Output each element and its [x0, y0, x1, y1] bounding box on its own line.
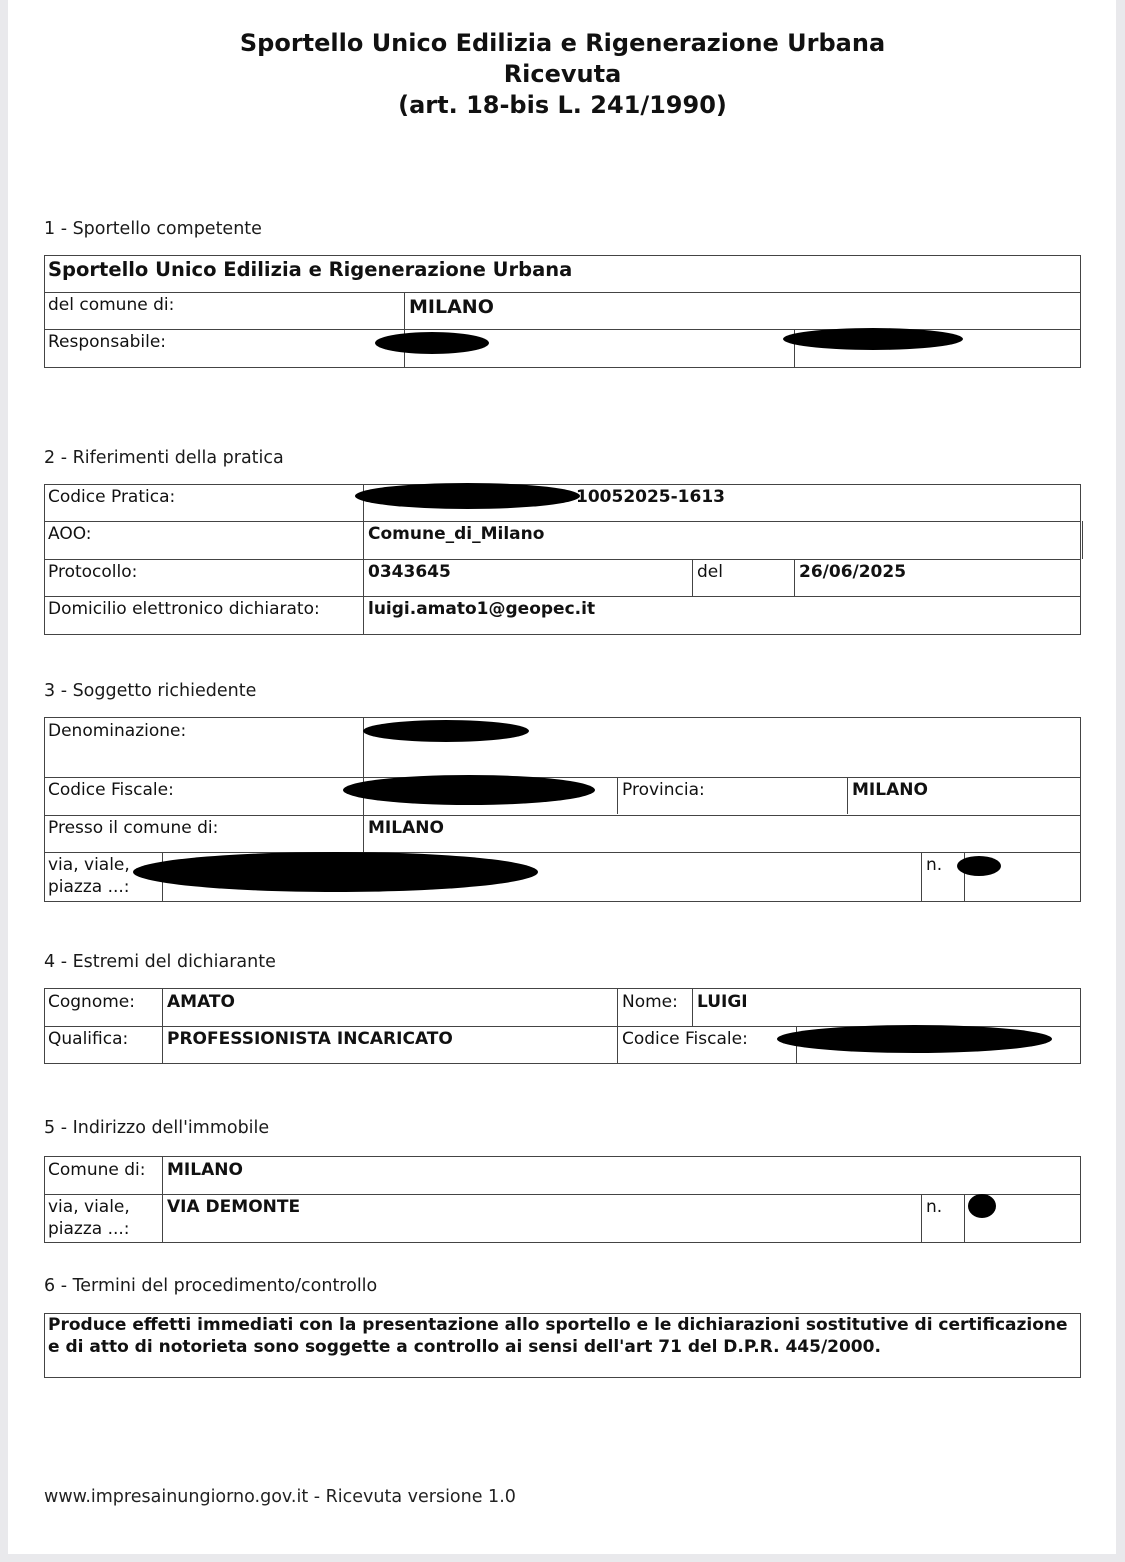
- comune-label: del comune di:: [48, 295, 175, 315]
- section-5-table: [44, 1156, 1081, 1243]
- aoo-label: AOO:: [48, 524, 92, 544]
- nome-value: LUIGI: [697, 992, 748, 1012]
- section-4-heading: 4 - Estremi del dichiarante: [44, 952, 276, 972]
- domicilio-label: Domicilio elettronico dichiarato:: [48, 599, 320, 619]
- redaction-mark: [133, 852, 538, 892]
- redaction-mark: [957, 856, 1001, 876]
- termini-text: Produce effetti immediati con la presentazione allo sportello e le dichiarazioni sostitutive di certificazione e di atto di notorieta sono soggette a controllo ai sensi dell'art 71 del D.P.R. 445/2000.: [48, 1315, 1068, 1357]
- immobile-comune-value: MILANO: [167, 1160, 243, 1180]
- provincia-value: MILANO: [852, 780, 928, 800]
- qualifica-label: Qualifica:: [48, 1029, 129, 1049]
- presso-label: Presso il comune di:: [48, 818, 219, 838]
- del-value: 26/06/2025: [799, 562, 907, 582]
- immobile-comune-label: Comune di:: [48, 1160, 146, 1180]
- redaction-mark: [363, 720, 529, 742]
- immobile-n-label: n.: [926, 1197, 943, 1217]
- via-label-2: piazza ...:: [48, 877, 130, 897]
- redaction-mark: [375, 332, 489, 354]
- presso-value: MILANO: [368, 818, 444, 838]
- cf-label: Codice Fiscale:: [48, 780, 174, 800]
- redaction-mark: [355, 483, 580, 509]
- section-2-table: [44, 484, 1081, 635]
- qualifica-value: PROFESSIONISTA INCARICATO: [167, 1029, 453, 1049]
- section-2-heading: 2 - Riferimenti della pratica: [44, 448, 284, 468]
- section-3-heading: 3 - Soggetto richiedente: [44, 681, 257, 701]
- footer-text: www.impresainungiorno.gov.it - Ricevuta versione 1.0: [44, 1487, 516, 1507]
- cognome-label: Cognome:: [48, 992, 135, 1012]
- protocollo-label: Protocollo:: [48, 562, 138, 582]
- cognome-value: AMATO: [167, 992, 235, 1012]
- denominazione-label: Denominazione:: [48, 721, 187, 741]
- title-line-3: (art. 18-bis L. 241/1990): [398, 91, 727, 119]
- document-title: [0, 28, 1125, 121]
- section-6-table: [44, 1313, 1081, 1378]
- redaction-mark: [783, 328, 963, 350]
- del-label: del: [697, 562, 723, 582]
- redaction-mark: [968, 1194, 996, 1218]
- immobile-via-label-2: piazza ...:: [48, 1219, 130, 1239]
- section-3-table: [44, 717, 1081, 902]
- section-4-table: [44, 988, 1081, 1064]
- provincia-label: Provincia:: [622, 780, 705, 800]
- office-name: Sportello Unico Edilizia e Rigenerazione Urbana: [48, 258, 573, 281]
- section-1-table: [44, 255, 1081, 368]
- immobile-via-label-1: via, viale,: [48, 1197, 130, 1217]
- n-label: n.: [926, 855, 943, 875]
- comune-value: MILANO: [409, 296, 494, 318]
- title-line-2: Ricevuta: [503, 60, 622, 88]
- redaction-mark: [343, 775, 595, 805]
- section-1-heading: 1 - Sportello competente: [44, 219, 262, 239]
- title-line-1: Sportello Unico Edilizia e Rigenerazione Urbana: [239, 29, 886, 57]
- domicilio-value: luigi.amato1@geopec.it: [368, 599, 596, 619]
- aoo-value: Comune_di_Milano: [368, 524, 545, 544]
- immobile-via-value: VIA DEMONTE: [167, 1197, 301, 1217]
- nome-label: Nome:: [622, 992, 678, 1012]
- redaction-mark: [777, 1025, 1052, 1053]
- via-label-1: via, viale,: [48, 855, 130, 875]
- section-5-heading: 5 - Indirizzo dell'immobile: [44, 1118, 270, 1138]
- dichiarante-cf-label: Codice Fiscale:: [622, 1029, 748, 1049]
- protocollo-value: 0343645: [368, 562, 451, 582]
- codice-pratica-value: 10052025-1613: [576, 487, 725, 507]
- responsabile-label: Responsabile:: [48, 332, 167, 352]
- codice-pratica-label: Codice Pratica:: [48, 487, 176, 507]
- section-6-heading: 6 - Termini del procedimento/controllo: [44, 1276, 378, 1296]
